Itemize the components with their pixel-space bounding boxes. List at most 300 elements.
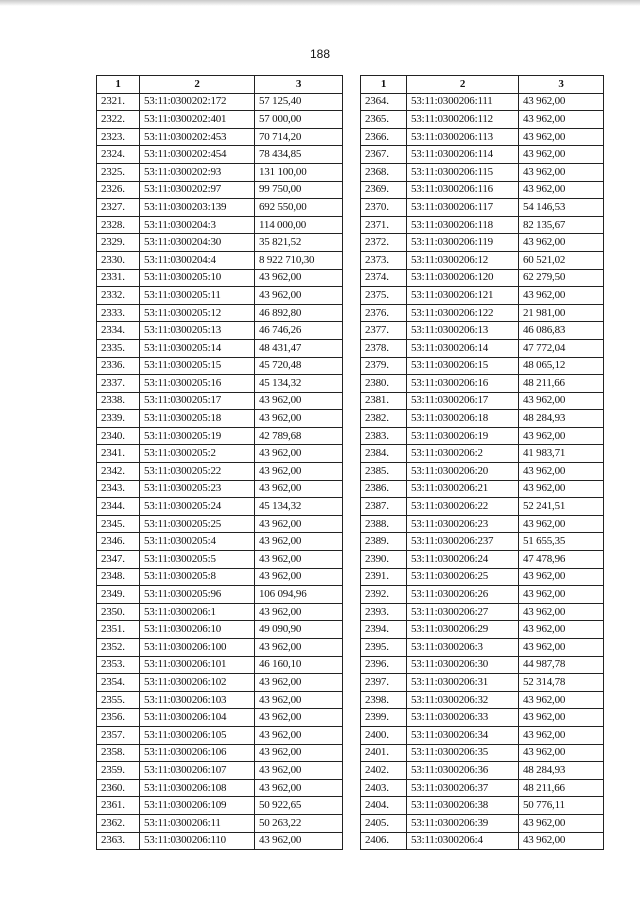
value-cell: 43 962,00 <box>519 128 604 146</box>
cadastral-number-cell: 53:11:0300206:116 <box>407 181 519 199</box>
cadastral-number-cell: 53:11:0300206:115 <box>407 163 519 181</box>
table-row <box>97 128 343 146</box>
table-row <box>97 621 343 639</box>
value-cell: 43 962,00 <box>519 639 604 657</box>
row-number-cell: 2393. <box>361 603 407 621</box>
cadastral-number-cell: 53:11:0300206:10 <box>140 621 255 639</box>
value-cell: 49 090,90 <box>255 621 343 639</box>
cadastral-number-cell: 53:11:0300205:8 <box>140 568 255 586</box>
value-cell: 43 962,00 <box>255 603 343 621</box>
value-cell: 50 922,65 <box>255 797 343 815</box>
scan-edge-shadow <box>0 0 640 6</box>
row-number-cell: 2345. <box>97 515 140 533</box>
cadastral-number-cell: 53:11:0300206:103 <box>140 691 255 709</box>
value-cell: 43 962,00 <box>519 814 604 832</box>
value-cell: 43 962,00 <box>255 744 343 762</box>
value-cell: 42 789,68 <box>255 427 343 445</box>
row-number-cell: 2341. <box>97 445 140 463</box>
cadastral-number-cell: 53:11:0300205:2 <box>140 445 255 463</box>
row-number-cell: 2372. <box>361 234 407 252</box>
cadastral-number-cell: 53:11:0300206:113 <box>407 128 519 146</box>
cadastral-number-cell: 53:11:0300202:97 <box>140 181 255 199</box>
value-cell: 43 962,00 <box>519 586 604 604</box>
row-number-cell: 2321. <box>97 93 140 111</box>
cadastral-number-cell: 53:11:0300206:31 <box>407 674 519 692</box>
table-row <box>361 568 604 586</box>
table-row <box>97 498 343 516</box>
header-col-3: 3 <box>519 76 604 94</box>
row-number-cell: 2351. <box>97 621 140 639</box>
row-number-cell: 2357. <box>97 726 140 744</box>
table-row <box>361 410 604 428</box>
value-cell: 47 478,96 <box>519 551 604 569</box>
value-cell: 35 821,52 <box>255 234 343 252</box>
row-number-cell: 2385. <box>361 463 407 481</box>
table-row <box>97 375 343 393</box>
value-cell: 43 962,00 <box>255 515 343 533</box>
row-number-cell: 2331. <box>97 269 140 287</box>
row-number-cell: 2324. <box>97 146 140 164</box>
value-cell: 48 211,66 <box>519 779 604 797</box>
table-row <box>361 814 604 832</box>
row-number-cell: 2349. <box>97 586 140 604</box>
table-row <box>361 726 604 744</box>
cadastral-number-cell: 53:11:0300205:15 <box>140 357 255 375</box>
table-row <box>97 568 343 586</box>
row-number-cell: 2379. <box>361 357 407 375</box>
cadastral-number-cell: 53:11:0300205:18 <box>140 410 255 428</box>
row-number-cell: 2340. <box>97 427 140 445</box>
cadastral-number-cell: 53:11:0300206:13 <box>407 322 519 340</box>
value-cell: 48 065,12 <box>519 357 604 375</box>
row-number-cell: 2406. <box>361 832 407 850</box>
table-row <box>361 551 604 569</box>
row-number-cell: 2402. <box>361 762 407 780</box>
value-cell: 47 772,04 <box>519 339 604 357</box>
table-row <box>361 445 604 463</box>
value-cell: 43 962,00 <box>255 832 343 850</box>
row-number-cell: 2350. <box>97 603 140 621</box>
value-cell: 43 962,00 <box>255 709 343 727</box>
table-row <box>361 586 604 604</box>
table-row <box>361 199 604 217</box>
row-number-cell: 2352. <box>97 639 140 657</box>
row-number-cell: 2361. <box>97 797 140 815</box>
row-number-cell: 2362. <box>97 814 140 832</box>
row-number-cell: 2390. <box>361 551 407 569</box>
cadastral-number-cell: 53:11:0300206:19 <box>407 427 519 445</box>
table-row <box>97 603 343 621</box>
table-row <box>97 181 343 199</box>
row-number-cell: 2338. <box>97 392 140 410</box>
cadastral-number-cell: 53:11:0300205:96 <box>140 586 255 604</box>
row-number-cell: 2344. <box>97 498 140 516</box>
table-row <box>361 639 604 657</box>
value-cell: 692 550,00 <box>255 199 343 217</box>
value-cell: 57 125,40 <box>255 93 343 111</box>
value-cell: 43 962,00 <box>255 551 343 569</box>
table-row <box>361 674 604 692</box>
header-col-2: 2 <box>140 76 255 94</box>
cadastral-number-cell: 53:11:0300205:13 <box>140 322 255 340</box>
cadastral-number-cell: 53:11:0300206:237 <box>407 533 519 551</box>
row-number-cell: 2335. <box>97 339 140 357</box>
cadastral-number-cell: 53:11:0300203:139 <box>140 199 255 217</box>
value-cell: 43 962,00 <box>519 287 604 305</box>
table-row <box>97 287 343 305</box>
cadastral-number-cell: 53:11:0300206:114 <box>407 146 519 164</box>
value-cell: 43 962,00 <box>519 480 604 498</box>
cadastral-number-cell: 53:11:0300205:11 <box>140 287 255 305</box>
row-number-cell: 2358. <box>97 744 140 762</box>
table-row <box>361 93 604 111</box>
table-row <box>361 375 604 393</box>
value-cell: 43 962,00 <box>519 234 604 252</box>
row-number-cell: 2384. <box>361 445 407 463</box>
cadastral-number-cell: 53:11:0300206:108 <box>140 779 255 797</box>
value-cell: 43 962,00 <box>519 427 604 445</box>
value-cell: 114 000,00 <box>255 216 343 234</box>
row-number-cell: 2396. <box>361 656 407 674</box>
cadastral-number-cell: 53:11:0300206:18 <box>407 410 519 428</box>
value-cell: 43 962,00 <box>519 463 604 481</box>
value-cell: 48 431,47 <box>255 339 343 357</box>
cadastral-number-cell: 53:11:0300204:30 <box>140 234 255 252</box>
row-number-cell: 2339. <box>97 410 140 428</box>
value-cell: 45 720,48 <box>255 357 343 375</box>
cadastral-number-cell: 53:11:0300205:25 <box>140 515 255 533</box>
cadastral-number-cell: 53:11:0300206:3 <box>407 639 519 657</box>
row-number-cell: 2394. <box>361 621 407 639</box>
cadastral-number-cell: 53:11:0300206:106 <box>140 744 255 762</box>
table-row <box>361 392 604 410</box>
table-row <box>97 216 343 234</box>
cadastral-number-cell: 53:11:0300206:107 <box>140 762 255 780</box>
cadastral-number-cell: 53:11:0300206:110 <box>140 832 255 850</box>
table-row <box>361 322 604 340</box>
table-row <box>361 234 604 252</box>
table-row <box>361 533 604 551</box>
cadastral-number-cell: 53:11:0300206:32 <box>407 691 519 709</box>
row-number-cell: 2395. <box>361 639 407 657</box>
row-number-cell: 2334. <box>97 322 140 340</box>
table-row <box>361 656 604 674</box>
table-row <box>97 392 343 410</box>
table-row <box>97 163 343 181</box>
header-row <box>97 76 343 94</box>
row-number-cell: 2374. <box>361 269 407 287</box>
value-cell: 44 987,78 <box>519 656 604 674</box>
table-row <box>361 269 604 287</box>
row-number-cell: 2377. <box>361 322 407 340</box>
table-row <box>97 199 343 217</box>
cadastral-number-cell: 53:11:0300206:24 <box>407 551 519 569</box>
cadastral-number-cell: 53:11:0300206:33 <box>407 709 519 727</box>
cadastral-number-cell: 53:11:0300202:172 <box>140 93 255 111</box>
table-row <box>97 533 343 551</box>
row-number-cell: 2373. <box>361 251 407 269</box>
value-cell: 43 962,00 <box>519 515 604 533</box>
cadastral-number-cell: 53:11:0300206:25 <box>407 568 519 586</box>
table-row <box>361 181 604 199</box>
row-number-cell: 2381. <box>361 392 407 410</box>
table-row <box>361 216 604 234</box>
table-row <box>97 691 343 709</box>
row-number-cell: 2378. <box>361 339 407 357</box>
row-number-cell: 2375. <box>361 287 407 305</box>
value-cell: 78 434,85 <box>255 146 343 164</box>
table-row <box>97 551 343 569</box>
cadastral-number-cell: 53:11:0300202:454 <box>140 146 255 164</box>
cadastral-number-cell: 53:11:0300204:4 <box>140 251 255 269</box>
row-number-cell: 2354. <box>97 674 140 692</box>
table-row <box>97 779 343 797</box>
table-row <box>361 111 604 129</box>
table-row <box>361 779 604 797</box>
row-number-cell: 2363. <box>97 832 140 850</box>
cadastral-number-cell: 53:11:0300206:14 <box>407 339 519 357</box>
value-cell: 45 134,32 <box>255 375 343 393</box>
table-row <box>97 427 343 445</box>
table-row <box>97 674 343 692</box>
value-cell: 46 086,83 <box>519 322 604 340</box>
cadastral-table-right <box>360 75 604 850</box>
value-cell: 46 892,80 <box>255 304 343 322</box>
value-cell: 82 135,67 <box>519 216 604 234</box>
table-row <box>97 762 343 780</box>
row-number-cell: 2348. <box>97 568 140 586</box>
value-cell: 99 750,00 <box>255 181 343 199</box>
row-number-cell: 2336. <box>97 357 140 375</box>
row-number-cell: 2337. <box>97 375 140 393</box>
value-cell: 43 962,00 <box>519 181 604 199</box>
value-cell: 43 962,00 <box>519 392 604 410</box>
row-number-cell: 2401. <box>361 744 407 762</box>
cadastral-number-cell: 53:11:0300206:20 <box>407 463 519 481</box>
table-row <box>97 639 343 657</box>
value-cell: 43 962,00 <box>255 533 343 551</box>
row-number-cell: 2369. <box>361 181 407 199</box>
cadastral-number-cell: 53:11:0300206:27 <box>407 603 519 621</box>
table-body-right <box>361 93 604 850</box>
table-row <box>97 797 343 815</box>
table-row <box>97 744 343 762</box>
cadastral-number-cell: 53:11:0300206:38 <box>407 797 519 815</box>
table-row <box>97 586 343 604</box>
cadastral-number-cell: 53:11:0300206:104 <box>140 709 255 727</box>
cadastral-number-cell: 53:11:0300206:4 <box>407 832 519 850</box>
table-row <box>361 427 604 445</box>
table-row <box>97 234 343 252</box>
value-cell: 50 263,22 <box>255 814 343 832</box>
cadastral-number-cell: 53:11:0300205:12 <box>140 304 255 322</box>
row-number-cell: 2370. <box>361 199 407 217</box>
header-col-1: 1 <box>97 76 140 94</box>
value-cell: 8 922 710,30 <box>255 251 343 269</box>
row-number-cell: 2368. <box>361 163 407 181</box>
table-body-left <box>97 93 343 850</box>
header-row <box>361 76 604 94</box>
table-row <box>97 814 343 832</box>
value-cell: 43 962,00 <box>255 691 343 709</box>
table-row <box>97 111 343 129</box>
cadastral-number-cell: 53:11:0300206:120 <box>407 269 519 287</box>
table-row <box>361 744 604 762</box>
cadastral-number-cell: 53:11:0300204:3 <box>140 216 255 234</box>
table-row <box>97 515 343 533</box>
cadastral-number-cell: 53:11:0300202:401 <box>140 111 255 129</box>
cadastral-number-cell: 53:11:0300206:101 <box>140 656 255 674</box>
cadastral-number-cell: 53:11:0300206:21 <box>407 480 519 498</box>
value-cell: 43 962,00 <box>519 726 604 744</box>
value-cell: 43 962,00 <box>255 445 343 463</box>
row-number-cell: 2380. <box>361 375 407 393</box>
cadastral-number-cell: 53:11:0300206:12 <box>407 251 519 269</box>
cadastral-table-left <box>96 75 343 850</box>
cadastral-number-cell: 53:11:0300206:35 <box>407 744 519 762</box>
cadastral-number-cell: 53:11:0300206:2 <box>407 445 519 463</box>
row-number-cell: 2389. <box>361 533 407 551</box>
value-cell: 43 962,00 <box>519 146 604 164</box>
cadastral-number-cell: 53:11:0300206:39 <box>407 814 519 832</box>
cadastral-number-cell: 53:11:0300205:5 <box>140 551 255 569</box>
row-number-cell: 2399. <box>361 709 407 727</box>
cadastral-number-cell: 53:11:0300206:122 <box>407 304 519 322</box>
table-row <box>97 269 343 287</box>
table-row <box>97 656 343 674</box>
value-cell: 106 094,96 <box>255 586 343 604</box>
cadastral-number-cell: 53:11:0300206:119 <box>407 234 519 252</box>
cadastral-number-cell: 53:11:0300206:117 <box>407 199 519 217</box>
value-cell: 51 655,35 <box>519 533 604 551</box>
value-cell: 43 962,00 <box>519 603 604 621</box>
value-cell: 43 962,00 <box>255 674 343 692</box>
table-row <box>361 357 604 375</box>
row-number-cell: 2386. <box>361 480 407 498</box>
value-cell: 48 211,66 <box>519 375 604 393</box>
header-col-1: 1 <box>361 76 407 94</box>
value-cell: 43 962,00 <box>519 621 604 639</box>
row-number-cell: 2353. <box>97 656 140 674</box>
value-cell: 50 776,11 <box>519 797 604 815</box>
row-number-cell: 2365. <box>361 111 407 129</box>
row-number-cell: 2325. <box>97 163 140 181</box>
value-cell: 43 962,00 <box>255 287 343 305</box>
row-number-cell: 2391. <box>361 568 407 586</box>
value-cell: 45 134,32 <box>255 498 343 516</box>
row-number-cell: 2397. <box>361 674 407 692</box>
row-number-cell: 2329. <box>97 234 140 252</box>
table-row <box>361 832 604 850</box>
cadastral-number-cell: 53:11:0300206:15 <box>407 357 519 375</box>
row-number-cell: 2366. <box>361 128 407 146</box>
value-cell: 43 962,00 <box>255 726 343 744</box>
table-row <box>361 339 604 357</box>
cadastral-number-cell: 53:11:0300205:23 <box>140 480 255 498</box>
table-row <box>97 480 343 498</box>
row-number-cell: 2398. <box>361 691 407 709</box>
header-col-2: 2 <box>407 76 519 94</box>
cadastral-number-cell: 53:11:0300206:118 <box>407 216 519 234</box>
cadastral-number-cell: 53:11:0300206:36 <box>407 762 519 780</box>
table-row <box>361 691 604 709</box>
page-number: 188 <box>309 47 331 61</box>
cadastral-number-cell: 53:11:0300206:109 <box>140 797 255 815</box>
table-row <box>97 357 343 375</box>
row-number-cell: 2323. <box>97 128 140 146</box>
cadastral-number-cell: 53:11:0300206:22 <box>407 498 519 516</box>
cadastral-number-cell: 53:11:0300206:34 <box>407 726 519 744</box>
value-cell: 131 100,00 <box>255 163 343 181</box>
table-row <box>361 621 604 639</box>
value-cell: 43 962,00 <box>255 762 343 780</box>
value-cell: 43 962,00 <box>519 832 604 850</box>
table-row <box>97 463 343 481</box>
table-row <box>361 251 604 269</box>
row-number-cell: 2387. <box>361 498 407 516</box>
row-number-cell: 2360. <box>97 779 140 797</box>
row-number-cell: 2392. <box>361 586 407 604</box>
cadastral-number-cell: 53:11:0300206:16 <box>407 375 519 393</box>
row-number-cell: 2367. <box>361 146 407 164</box>
table-row <box>361 304 604 322</box>
cadastral-number-cell: 53:11:0300205:19 <box>140 427 255 445</box>
value-cell: 43 962,00 <box>255 779 343 797</box>
value-cell: 21 981,00 <box>519 304 604 322</box>
cadastral-number-cell: 53:11:0300206:112 <box>407 111 519 129</box>
table-row <box>361 480 604 498</box>
value-cell: 43 962,00 <box>255 392 343 410</box>
row-number-cell: 2322. <box>97 111 140 129</box>
table-row <box>361 287 604 305</box>
cadastral-number-cell: 53:11:0300206:29 <box>407 621 519 639</box>
cadastral-number-cell: 53:11:0300206:26 <box>407 586 519 604</box>
table-row <box>97 410 343 428</box>
row-number-cell: 2328. <box>97 216 140 234</box>
table-row <box>97 322 343 340</box>
cadastral-number-cell: 53:11:0300206:11 <box>140 814 255 832</box>
header-col-3: 3 <box>255 76 343 94</box>
value-cell: 43 962,00 <box>519 568 604 586</box>
cadastral-number-cell: 53:11:0300205:17 <box>140 392 255 410</box>
value-cell: 43 962,00 <box>519 111 604 129</box>
row-number-cell: 2405. <box>361 814 407 832</box>
value-cell: 43 962,00 <box>255 463 343 481</box>
cadastral-number-cell: 53:11:0300206:100 <box>140 639 255 657</box>
value-cell: 41 983,71 <box>519 445 604 463</box>
row-number-cell: 2376. <box>361 304 407 322</box>
row-number-cell: 2355. <box>97 691 140 709</box>
table-row <box>97 726 343 744</box>
table-row <box>361 603 604 621</box>
table-row <box>97 93 343 111</box>
table-row <box>97 146 343 164</box>
cadastral-number-cell: 53:11:0300205:10 <box>140 269 255 287</box>
row-number-cell: 2333. <box>97 304 140 322</box>
value-cell: 43 962,00 <box>255 480 343 498</box>
table-row <box>361 797 604 815</box>
table-row <box>361 146 604 164</box>
row-number-cell: 2364. <box>361 93 407 111</box>
row-number-cell: 2371. <box>361 216 407 234</box>
table-row <box>97 251 343 269</box>
table-row <box>97 339 343 357</box>
cadastral-number-cell: 53:11:0300202:453 <box>140 128 255 146</box>
row-number-cell: 2356. <box>97 709 140 727</box>
value-cell: 62 279,50 <box>519 269 604 287</box>
table-row <box>361 463 604 481</box>
cadastral-number-cell: 53:11:0300206:105 <box>140 726 255 744</box>
